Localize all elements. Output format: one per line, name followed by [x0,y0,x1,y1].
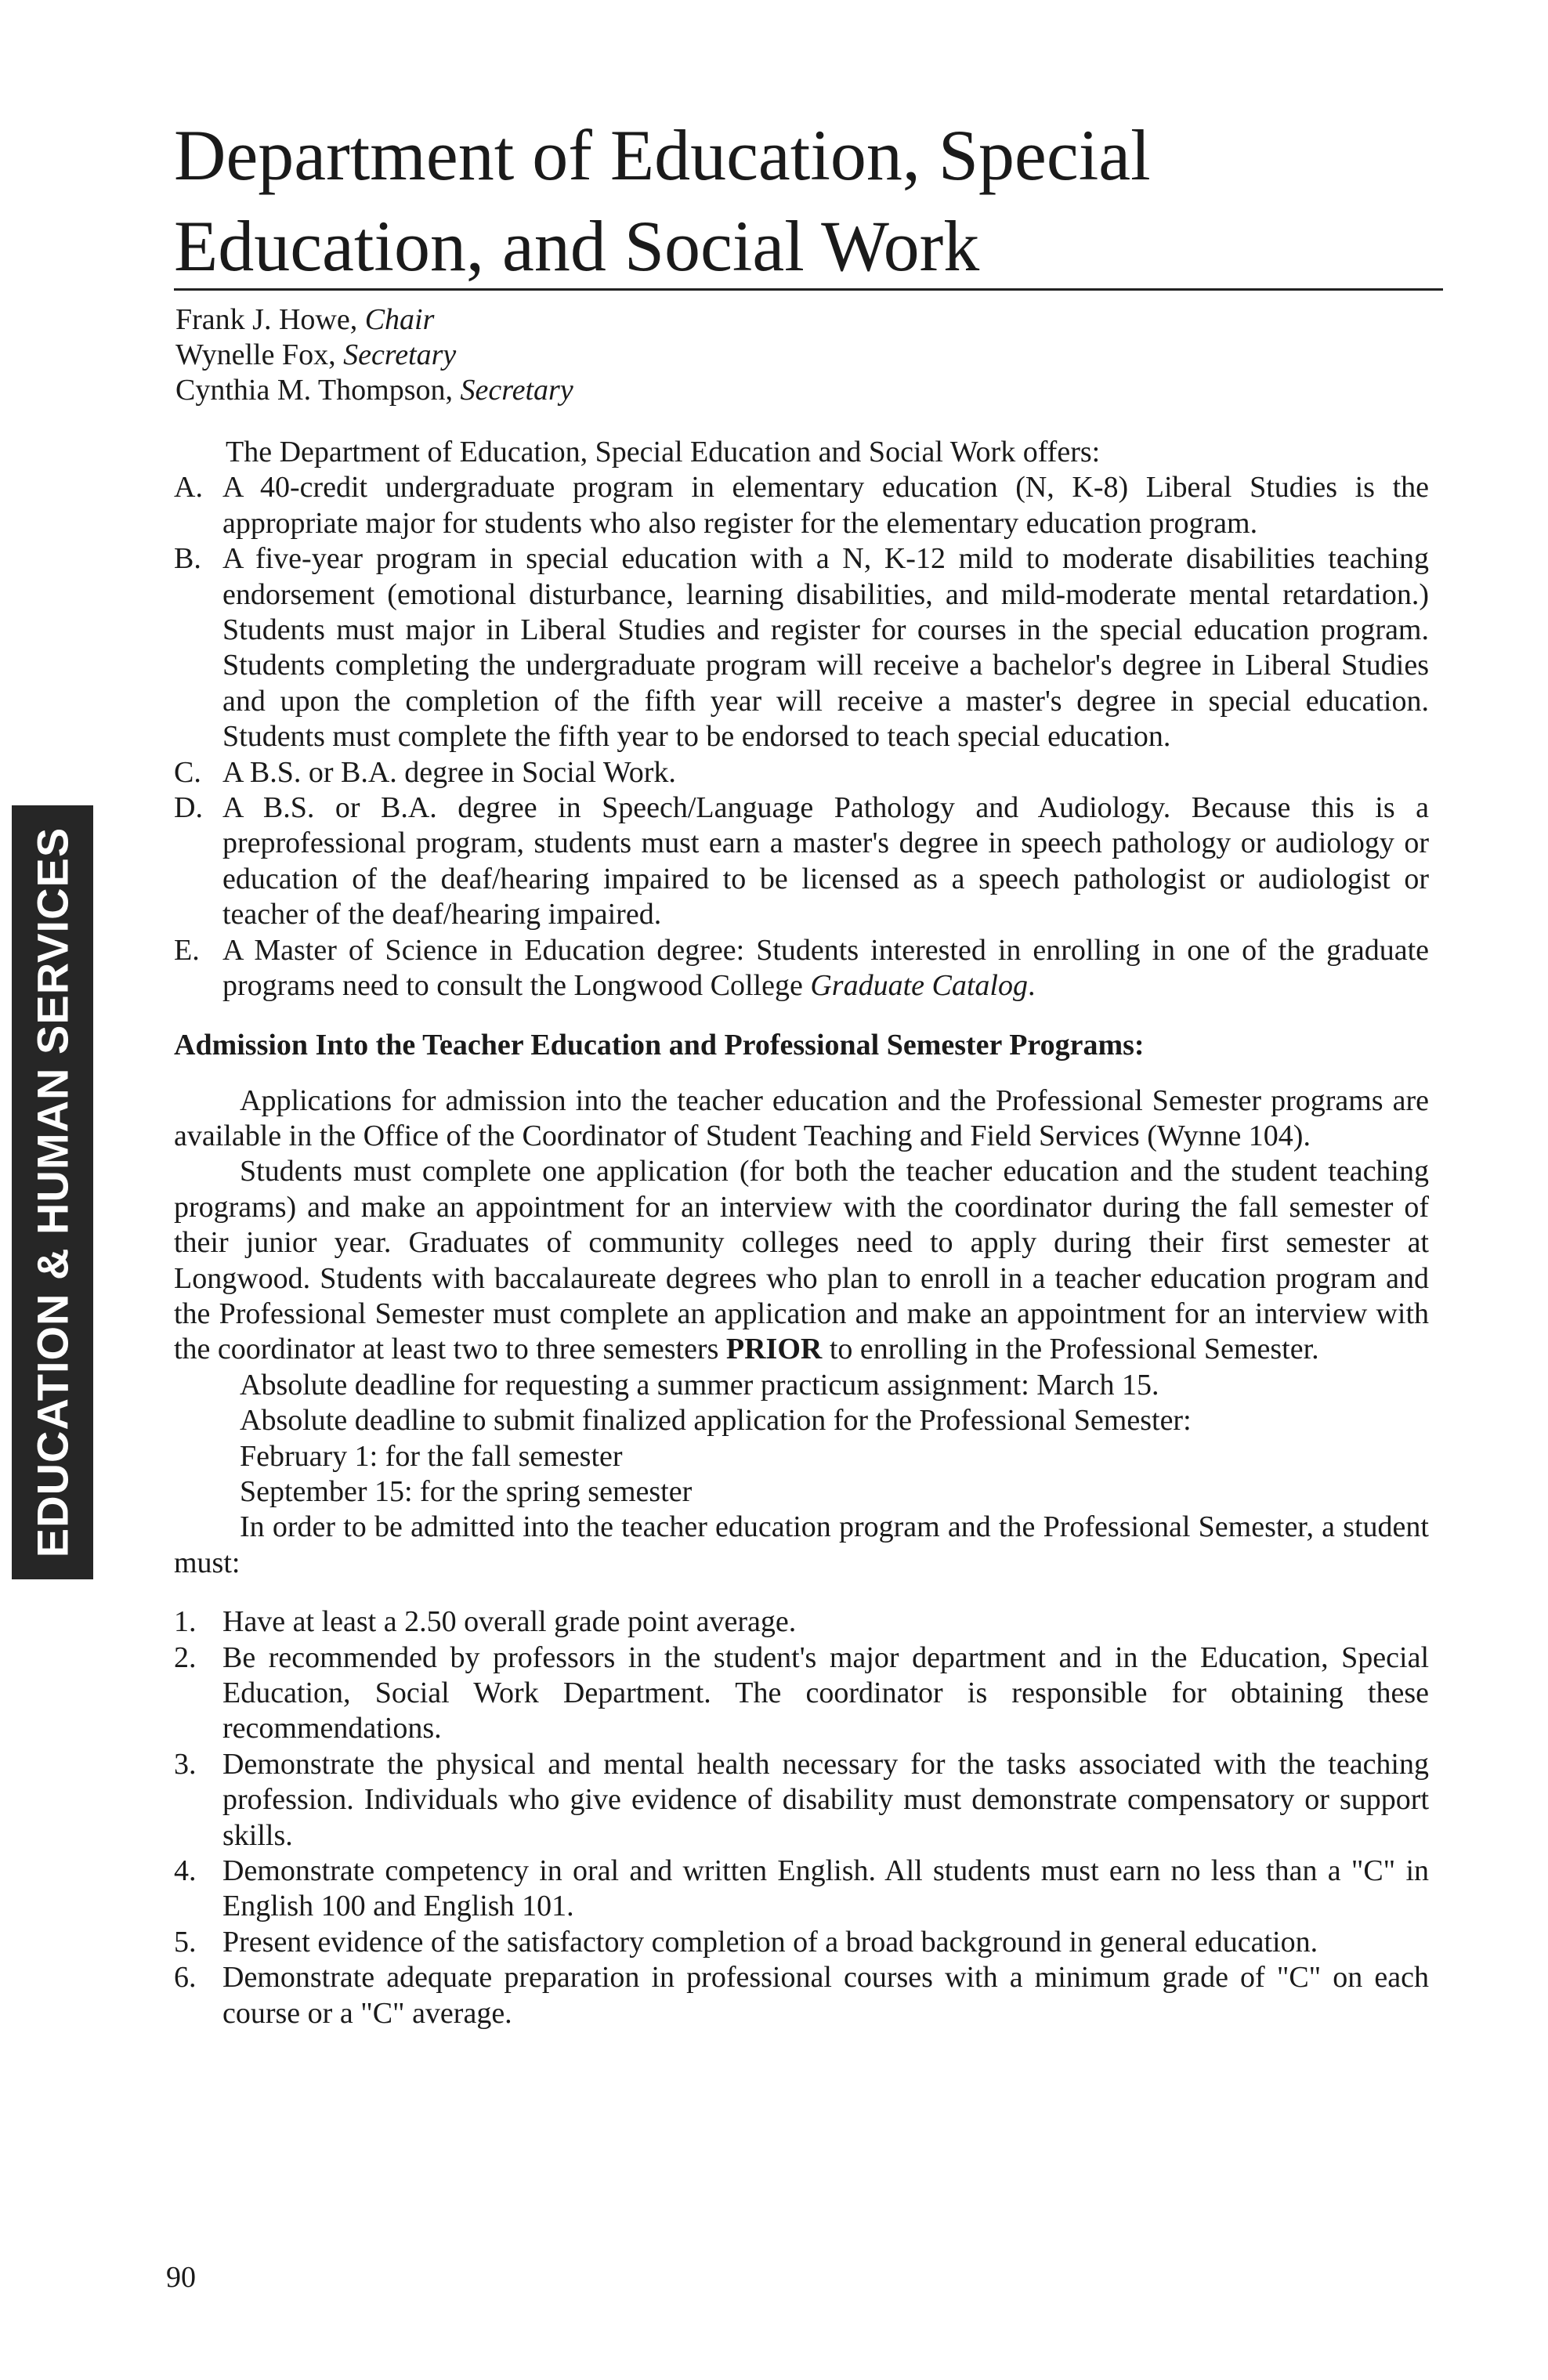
staff-role: Chair [364,303,435,336]
requirement-item [174,1854,1429,1925]
offer-item [174,470,1429,541]
admission-heading: Admission Into the Teacher Education and Professional Semester Programs: [174,1028,1145,1062]
item-text: Have at least a 2.50 overall grade point average. [222,1605,797,1639]
requirement-item [174,1960,1429,2031]
requirement-item [174,1640,1429,1747]
item-marker: 6. [174,1961,197,1995]
admission-paragraph-2 [174,1154,1429,1367]
admission-paragraph-3: In order to be admitted into the teacher education program and the Professional Semester, a student must: [174,1510,1429,1579]
item-text: A B.S. or B.A. degree in Social Work. [222,755,676,789]
section-side-tab [12,805,93,1579]
requirements-list [174,1604,1429,2031]
item-marker: 5. [174,1925,197,1959]
offers-intro: The Department of Education, Special Education and Social Work offers: [226,436,1101,468]
offer-item [174,755,1429,790]
admission-paragraph-1: Applications for admission into the teacher education and the Professional Semester programs are available in the Office of the Coordinator of Student Teaching and Field Services (Wynne 104). [174,1083,1429,1152]
staff-member [175,373,573,408]
item-text: Demonstrate adequate preparation in professional courses with a minimum grade of "C" on each course or a "C" average. [222,1961,1429,2030]
title-rule [174,288,1443,291]
paragraph-text: Students must complete one application (for both the teacher education and the student teaching programs) and make an appointment for an interview with the coordinator during the fall semester of their junior year. Graduates of community colleges need to apply during their first semester at Longwood. Students with baccalaureate degrees who plan to enroll in a teacher education program and the Professional Semester must complete an application and make an appointment for an interview with the coordinator at least two to three semesters [174,1155,1429,1366]
requirement-item [174,1925,1429,1960]
item-text: Be recommended by professors in the student's major department and in the Education, Special Education, Social Work Department. The coordinator is responsible for obtaining these recommendations. [222,1640,1429,1745]
item-marker: E. [174,933,200,967]
item-marker: D. [174,791,203,825]
staff-list [175,302,573,408]
item-text: A B.S. or B.A. degree in Speech/Language Pathology and Audiology. Because this is a preprofessional program, students must earn a master's degree in speech pathology or audiology or education of the deaf/hearing impaired to be licensed as a speech pathologist or audiologist or teacher of the deaf/hearing impaired. [222,791,1429,931]
item-text: Present evidence of the satisfactory completion of a broad background in general education. [222,1925,1318,1959]
item-text-main: A Master of Science in Education degree: Students interested in enrolling in one of the graduate programs need to consult the Longwood College [222,933,1429,1003]
staff-role: Secretary [460,374,573,407]
staff-role: Secretary [343,338,457,371]
item-text-end: . [1027,969,1036,1003]
staff-name: Frank J. Howe, [175,303,365,336]
requirement-item [174,1604,1429,1640]
item-text: Demonstrate the physical and mental health necessary for the tasks associated with the teaching profession. Individuals who give evidence of disability must demonstrate compensatory or support skills. [222,1747,1429,1852]
deadline-fall: February 1: for the fall semester [240,1439,623,1473]
offer-item [174,933,1429,1004]
catalog-title: Graduate Catalog [810,969,1028,1003]
offer-item [174,790,1429,933]
paragraph-text: to enrolling in the Professional Semester. [822,1333,1319,1366]
requirement-item [174,1747,1429,1854]
staff-member [175,338,573,373]
deadline-summer: Absolute deadline for requesting a summer practicum assignment: March 15. [240,1368,1159,1402]
deadline-spring: September 15: for the spring semester [240,1474,693,1508]
item-marker: A. [174,471,203,505]
item-text: A five-year program in special education with a N, K-12 mild to moderate disabilities teaching endorsement (emotional disturbance, learning disabilities, and mild-moderate mental retardation.) Students must major in Liberal Studies and register for courses in the special education program. Students completing the undergraduate program will receive a bachelor's degree in Liberal Studies and upon the completion of the fifth year will receive a master's degree in special education. Students must complete the fifth year to be endorsed to teach special education. [222,542,1429,754]
item-marker: 3. [174,1747,197,1781]
item-text: A 40-credit undergraduate program in elementary education (N, K-8) Liberal Studies is the appropriate major for students who also register for the elementary education program. [222,471,1429,540]
staff-name: Cynthia M. Thompson, [175,374,461,407]
section-side-tab-label: EDUCATION & HUMAN SERVICES [27,826,78,1558]
item-marker: 1. [174,1605,197,1639]
item-marker: C. [174,755,201,789]
staff-name: Wynelle Fox, [175,338,344,371]
item-marker: 2. [174,1640,197,1674]
main-content [174,435,1429,2031]
item-text: Demonstrate competency in oral and written English. All students must earn no less than a "C" in English 100 and English 101. [222,1854,1429,1923]
item-marker: B. [174,542,201,576]
offer-item [174,541,1429,754]
emphasis-prior: PRIOR [725,1333,823,1366]
page-title: Department of Education, Special Education, and Social Work [174,115,1151,286]
page-number: 90 [166,2261,196,2294]
staff-member [175,302,573,338]
item-text [222,933,1429,1004]
deadline-professional: Absolute deadline to submit finalized application for the Professional Semester: [240,1404,1192,1438]
item-marker: 4. [174,1854,197,1888]
